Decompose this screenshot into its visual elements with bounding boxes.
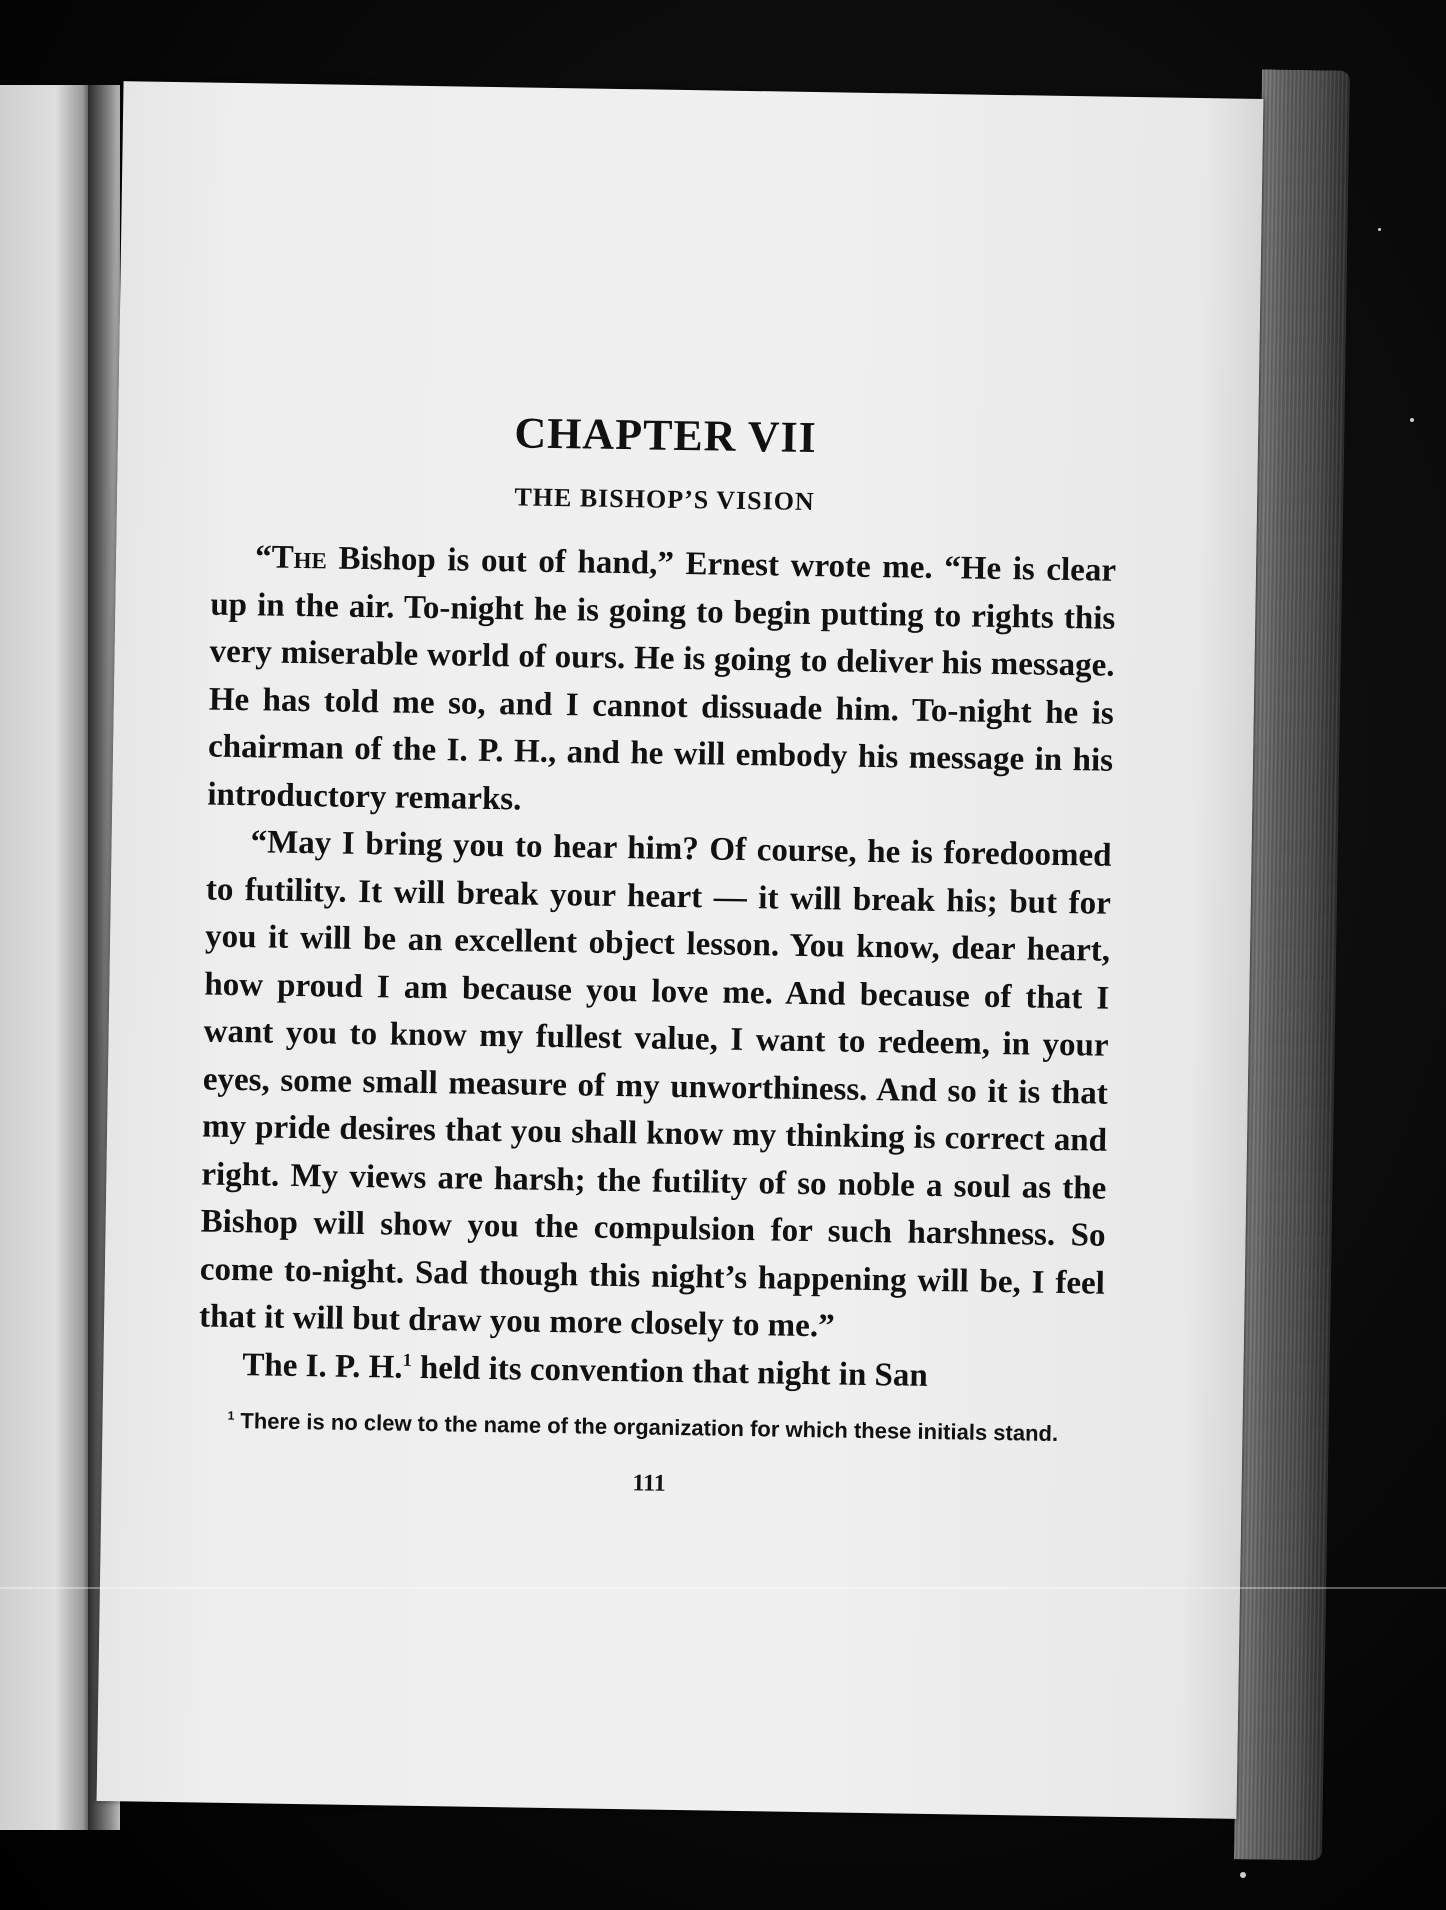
paragraph-3-text-start: The I. P. H. <box>242 1346 403 1386</box>
paragraph-1-text: Bishop is out of hand,” Ernest wrote me. “He is clear up in the air. To-night he is going to begin putting to rights this very miserable world of ours. He is going to deliver his message. He has told me so, and I cannot dissuade him. To-night he is chairman of the I. P. H., and he will embody his message in his introductory remarks. <box>207 540 1117 817</box>
paragraph-lead-word: The <box>271 539 328 577</box>
paragraph-2: “May I bring you to hear him? Of course, he is foredoomed to futility. It will break your heart — it will break his; but for you it will be an excellent object lesson. You know, dear heart, how proud I am because you love me. And because of that I want you to know my fullest value, I want to redeem, in your eyes, some small measure of my unworthiness. And so it is that my pride desires that you shall know my thinking is correct and right. My views are harsh; the futility of so noble a soul as the Bishop will show you the compulsion for such harshness. So come to-night. Sad though this night’s happening will be, I feel that it will but draw you more closely to me.” <box>198 824 1112 1345</box>
paragraph-3-text-end: held its convention that night in San <box>411 1349 929 1394</box>
footnote-reference: 1 <box>402 1349 412 1370</box>
dust-speck <box>1378 228 1381 231</box>
footnote-text: There is no clew to the name of the organization for which these initials stand. <box>234 1408 1059 1446</box>
paragraph-1 <box>207 534 1116 833</box>
dust-speck <box>1410 418 1414 422</box>
opening-quote: “ <box>254 539 272 576</box>
dust-speck <box>1240 1872 1246 1878</box>
book-page <box>97 81 1264 1819</box>
left-page-edge <box>0 85 92 1830</box>
page-number: 111 <box>632 1470 666 1497</box>
scan-artifact-line <box>0 1587 1446 1589</box>
chapter-subtitle: THE BISHOP’S VISION <box>514 482 815 517</box>
footnote <box>197 1406 1102 1447</box>
chapter-heading: CHAPTER VII <box>514 408 818 463</box>
page-text-block <box>196 403 1118 1505</box>
footnote-mark: 1 <box>227 1408 235 1423</box>
